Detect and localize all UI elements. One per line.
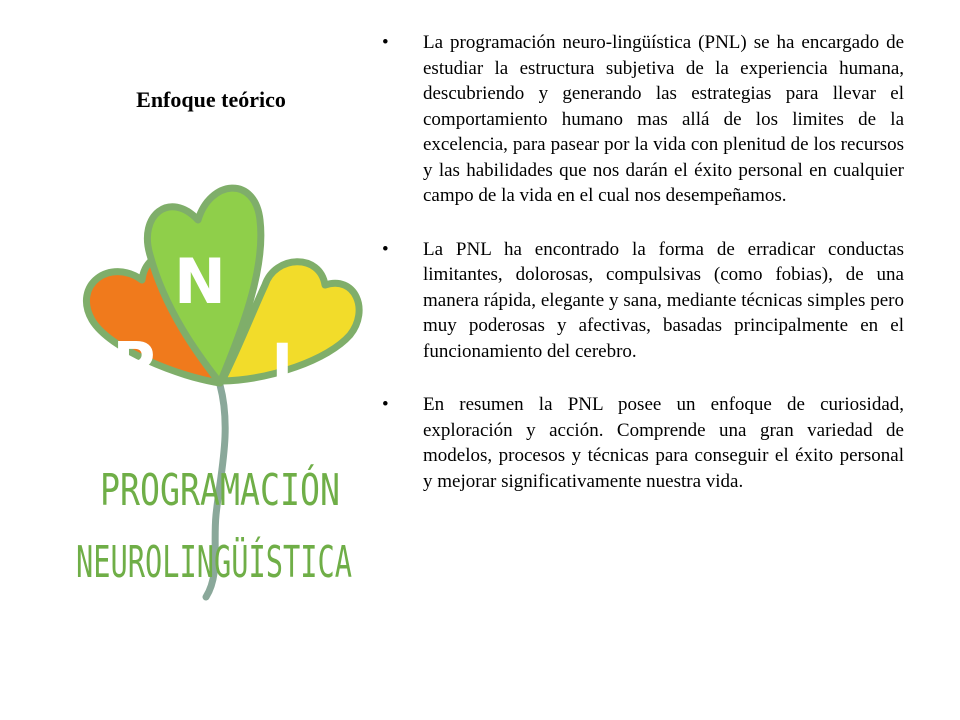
bullet-marker: • [382,394,389,415]
bullet-text: En resumen la PNL posee un enfoque de curiosidad, exploración y acción. Comprende una gran variedad de modelos, procesos y técnicas para conseguir el éxito personal y mejorar significativamente nuestra vida. [423,394,904,492]
bullet-text: La programación neuro-lingüística (PNL) se ha encargado de estudiar la estructura subjetiva de la experiencia humana, descubriendo y generando las estrategias para llevar el comportamiento humano mas allá de los limites de la excelencia, para pasear por la vida con plenitud de los recursos y las habilidades que nos darán el éxito personal en cualquier campo de la vida en el cual nos desempeñamos. [423,32,904,206]
leaf-letter-n: N [174,245,226,318]
bullet-list [378,30,904,522]
pnl-clover-logo [70,145,500,600]
bullet-marker: • [382,32,389,53]
bullet-item [378,392,904,494]
logo-line-neurolinguistica: NEUROLINGÜÍSTICA [76,537,500,588]
bullet-marker: • [382,238,389,260]
bullet-item [378,30,904,209]
slide-title: Enfoque teórico [136,87,286,112]
bullet-item [378,237,904,365]
bullet-text: La PNL ha encontrado la forma de erradicar conductas limitantes, dolorosas, compulsivas (como fobias), de una manera rápida, elegante y sana, mediante técnicas simples pero muy poderosas y afectivas, basadas principalmente en el funcionamiento del cerebro. [423,238,904,362]
leaf-letter-l: L [271,331,309,399]
logo-line-programacion: PROGRAMACIÓN [100,465,418,516]
leaf-letter-p: P [112,329,156,397]
